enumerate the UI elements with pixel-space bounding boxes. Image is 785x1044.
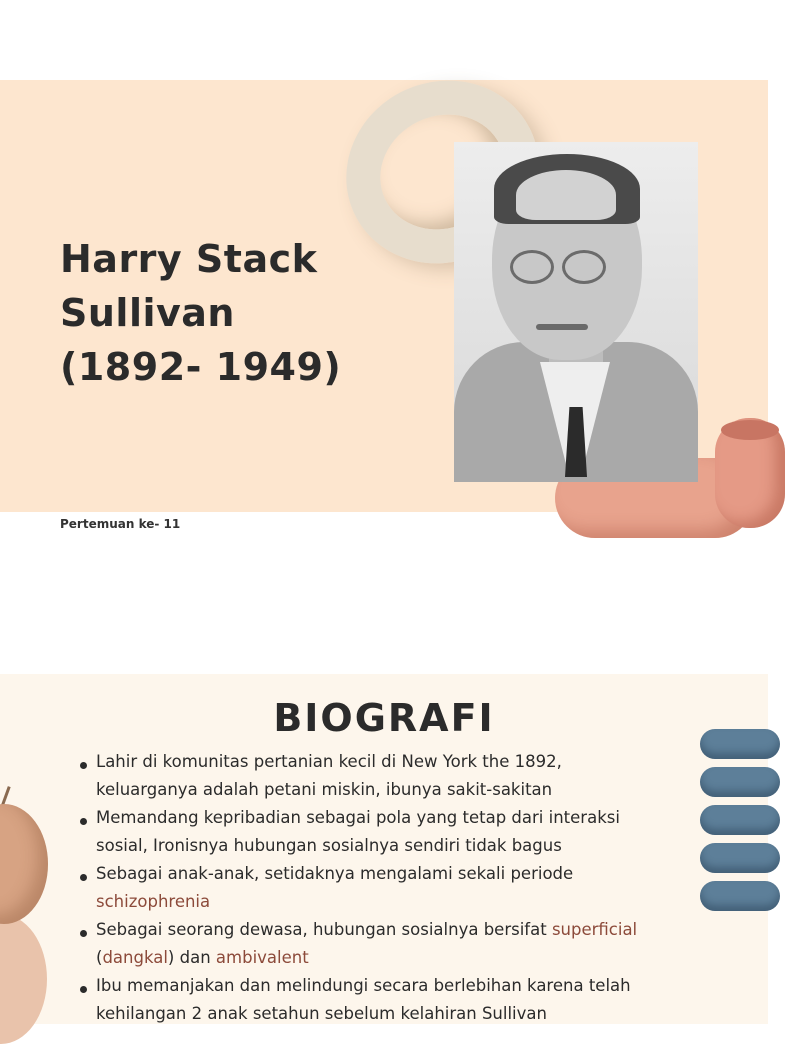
photo-glasses-left: [510, 250, 554, 284]
spring-coil: [700, 881, 780, 911]
list-item: [80, 916, 695, 972]
photo-mouth: [536, 324, 588, 330]
title-line-2: Sullivan: [60, 291, 235, 335]
title-line-1: Harry Stack: [60, 237, 318, 281]
bullet-text: ) dan: [167, 948, 211, 967]
title-slide: [0, 80, 768, 531]
biography-heading: BIOGRAFI: [273, 696, 495, 740]
slide-title: [60, 232, 350, 394]
ball-decoration-lower: [0, 914, 47, 1044]
bullet-text: Sebagai anak-anak, setidaknya mengalami sekali periode: [96, 864, 574, 883]
list-item: [80, 804, 695, 860]
portrait-photo: [454, 142, 698, 468]
spring-coil: [700, 805, 780, 835]
bullet-text: Memandang kepribadian sebagai pola yang tetap dari interaksi: [96, 808, 620, 827]
spring-coil: [700, 767, 780, 797]
spring-decoration: [700, 729, 780, 929]
list-item: [80, 972, 695, 1028]
highlight-term: superficial: [551, 920, 638, 939]
tube-opening: [721, 420, 779, 440]
biography-list: [80, 748, 695, 1028]
bullet-text: Lahir di komunitas pertanian kecil di New York the 1892,: [96, 752, 562, 771]
photo-glasses-right: [562, 250, 606, 284]
spring-coil: [700, 843, 780, 873]
photo-forehead: [516, 170, 616, 220]
bullet-text: Ibu memanjakan dan melindungi secara berlebihan karena telah: [96, 976, 631, 995]
ball-decoration-upper: [0, 804, 48, 924]
bullet-text: (: [96, 948, 103, 967]
bullet-text: kehilangan 2 anak setahun sebelum kelahiran Sullivan: [96, 1004, 547, 1023]
bullet-text: keluarganya adalah petani miskin, ibunya sakit-sakitan: [96, 780, 553, 799]
meeting-label: Pertemuan ke- 11: [60, 517, 181, 531]
highlight-term: schizophrenia: [96, 892, 211, 911]
tube-decoration-upper: [715, 418, 785, 528]
bullet-text: sosial, Ironisnya hubungan sosialnya sendiri tidak bagus: [96, 836, 562, 855]
list-item: [80, 748, 695, 804]
list-item: [80, 860, 695, 916]
highlight-term: dangkal: [102, 948, 168, 967]
highlight-term: ambivalent: [215, 948, 309, 967]
biography-slide: [0, 674, 768, 1024]
title-line-3: (1892- 1949): [60, 345, 342, 389]
bullet-text: Sebagai seorang dewasa, hubungan sosialnya bersifat: [96, 920, 547, 939]
